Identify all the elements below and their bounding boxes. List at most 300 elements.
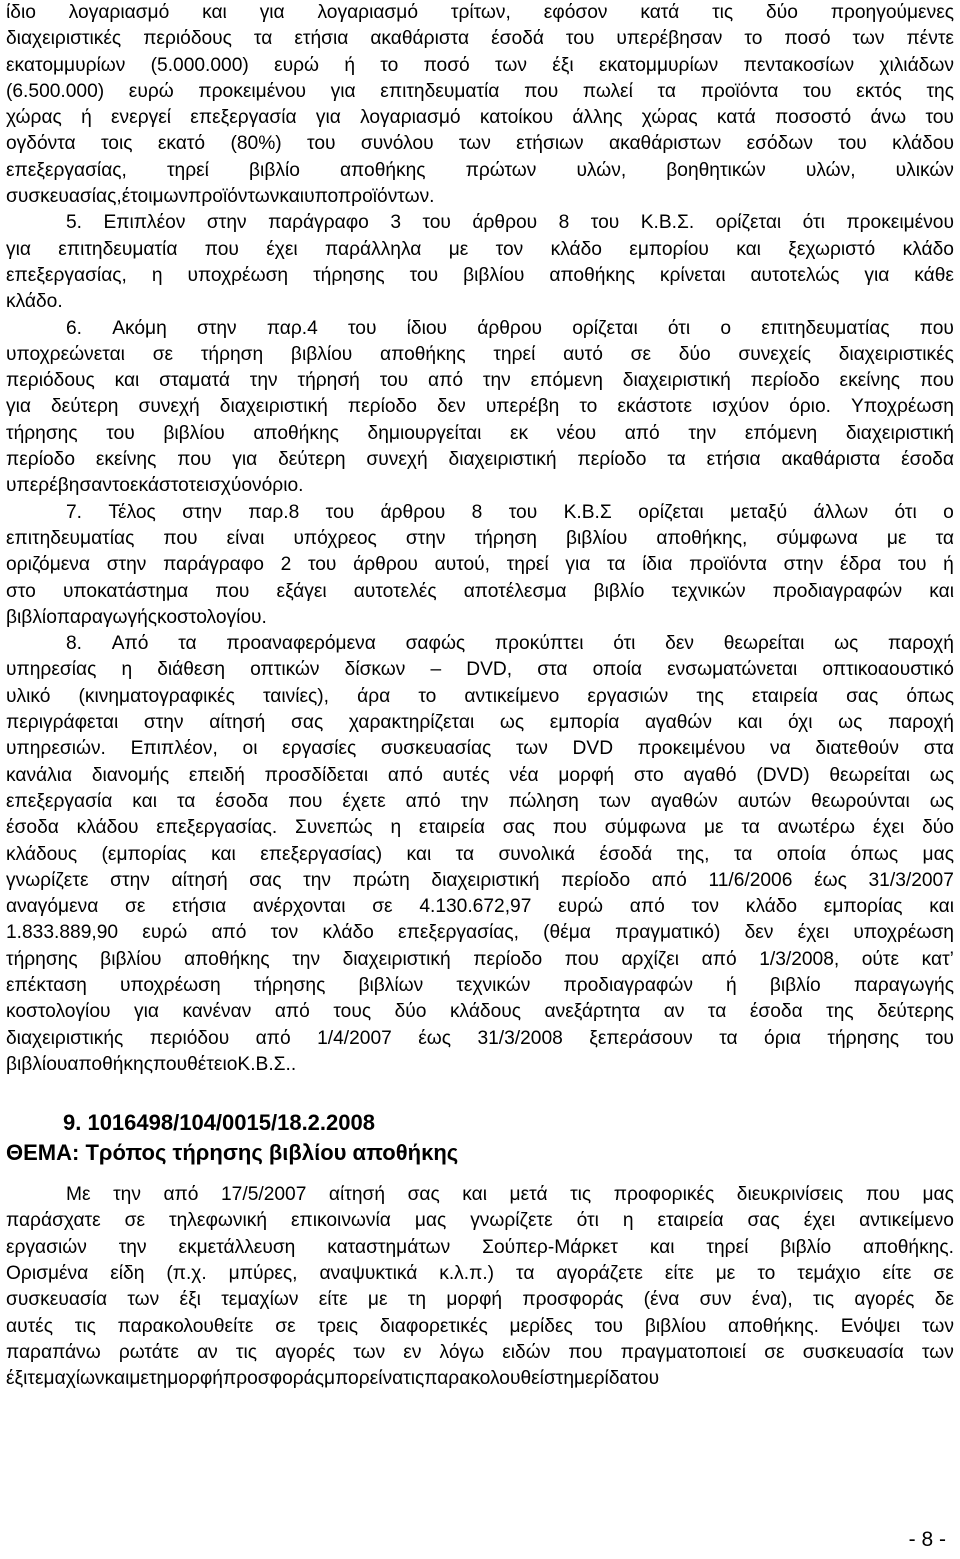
text-line [6, 763, 954, 789]
word: οπτικών [250, 659, 320, 681]
word: περιόδους [143, 28, 232, 50]
word: συσκευασία [802, 1341, 904, 1363]
word: τηρεί [166, 159, 209, 181]
text-line [6, 342, 954, 368]
word: από [274, 1001, 310, 1023]
word: αποθήκης [339, 159, 426, 181]
word: δημιουργείται [367, 422, 482, 444]
word: εκατό [157, 133, 206, 155]
word: το [757, 1263, 776, 1285]
word: τεμαχίων [27, 1368, 105, 1390]
word: (θέμα [543, 922, 591, 944]
word: ότι [802, 212, 825, 234]
word: μπύρες, [228, 1263, 298, 1285]
word: τις [235, 1341, 257, 1363]
word: του [508, 501, 538, 523]
word: από [163, 1184, 199, 1206]
word: αίτησή [328, 1184, 386, 1206]
word: ειδών [502, 1341, 551, 1363]
word: έως [814, 869, 847, 891]
text-line [6, 842, 954, 868]
word: μετά [509, 1184, 548, 1206]
word: στην [182, 501, 222, 523]
word: δεύτερη [278, 449, 346, 471]
word: συσκευασίας [380, 738, 492, 760]
word: να [770, 738, 791, 760]
word: βοηθητικών [666, 159, 766, 181]
word: ένα), [751, 1289, 793, 1311]
text-line [6, 789, 954, 815]
word: ότι [576, 1210, 599, 1232]
word: όριο. [789, 396, 831, 418]
text-line [6, 1026, 954, 1052]
word: για [330, 80, 356, 102]
word: σε [372, 896, 393, 918]
word: των [458, 133, 491, 155]
word: βιβλίο [6, 606, 57, 628]
word: ογδόντα [6, 133, 76, 155]
word: τις [712, 2, 734, 23]
word: στη [543, 1368, 575, 1390]
word: διαχειριστική [622, 370, 731, 392]
text-line [6, 605, 954, 631]
word: ο [720, 317, 732, 339]
word: έσοδα [6, 817, 59, 839]
word: και [104, 1368, 130, 1390]
word: περίοδο [6, 449, 75, 471]
word: εργασιών [6, 1236, 87, 1258]
word: υπηρεσίας [6, 659, 97, 681]
word: αποθήκης [253, 422, 339, 444]
word: εκάστοτε [129, 475, 205, 497]
word: Ορισμένα [6, 1263, 89, 1285]
word: άρθρου [477, 317, 542, 339]
word: έξι [6, 1368, 28, 1390]
word: αν [197, 1341, 218, 1363]
word: σας [407, 1184, 440, 1206]
text-line [6, 1366, 954, 1392]
word: αποθήκης, [656, 527, 748, 549]
word: που [215, 580, 250, 602]
word: έχετε [342, 790, 386, 812]
word: το [418, 685, 437, 707]
word: κ.λ.π.) [439, 1263, 495, 1285]
word: κλάδο [550, 238, 602, 260]
word: ακαθάριστων [609, 133, 722, 155]
word: οπτικοαουστικό [822, 659, 954, 681]
word: 8. [66, 633, 83, 655]
word: ευρώ [128, 80, 174, 102]
text-line [6, 53, 954, 79]
word: υποκατάστημα [62, 580, 189, 602]
word: χώρας [6, 107, 62, 129]
word: 5. [66, 212, 83, 234]
text-line [6, 263, 954, 289]
word: αποθήκης [380, 343, 466, 365]
word: τον [495, 238, 524, 260]
word: σας [502, 817, 535, 839]
word: δύο [394, 1001, 427, 1023]
word: αποθήκης [184, 948, 270, 970]
word: κλάδους [6, 843, 78, 865]
word: εκείνης [839, 370, 900, 392]
word: μας [922, 1184, 954, 1206]
word: 4.130.672,97 [419, 896, 532, 918]
word: βιβλίου [6, 1053, 68, 1075]
word: επόμενη [744, 422, 818, 444]
word: περίοδο [347, 396, 417, 418]
word: από [405, 790, 441, 812]
text-line [6, 1287, 954, 1313]
word: υπόχρεος [293, 527, 377, 549]
word: την [118, 1236, 147, 1258]
word: ως [499, 712, 525, 734]
word: συνόλου [360, 133, 434, 155]
word: τα [657, 80, 676, 102]
word: περίοδο [473, 948, 543, 970]
word: γνωρίζετε [470, 1210, 553, 1232]
word: επιτηδευματία [380, 80, 500, 102]
word: υπερέβησαν [6, 475, 112, 497]
text-line [6, 210, 954, 236]
word: έως [418, 1027, 452, 1049]
word: οποία [592, 659, 642, 681]
word: τηλεφωνική [169, 1210, 267, 1232]
word: για [864, 264, 890, 286]
word: ενεργεί [111, 107, 172, 129]
word: προσφοράς [222, 1368, 325, 1390]
word: του [565, 28, 595, 50]
word: αποθήκης [549, 264, 635, 286]
word: κανάλια [6, 764, 73, 786]
word: ανέρχονται [252, 896, 346, 918]
word: του [925, 1027, 954, 1049]
word: ίδιο [6, 2, 36, 23]
paragraph-7 [6, 500, 954, 631]
word: Επιπλέον, [130, 738, 218, 760]
word: τα [516, 1263, 535, 1285]
word: δίσκων [344, 659, 406, 681]
word: εσόδων [746, 133, 813, 155]
word: 1/4/2007 [317, 1027, 392, 1049]
word: σε [152, 343, 174, 365]
word: (εμπορίας [101, 843, 187, 865]
word: για [133, 1001, 159, 1023]
text-line [6, 0, 954, 26]
word: 1/3/2008, [759, 948, 840, 970]
word: συνεχή [366, 449, 428, 471]
word: και [114, 370, 140, 392]
word: εκ [510, 422, 529, 444]
word: αναγόμενα [6, 896, 99, 918]
word: τεχνικών [671, 580, 746, 602]
word: παράσχατε [6, 1210, 101, 1232]
word: σε [764, 1341, 785, 1363]
word: παράλληλα [325, 238, 422, 260]
word: από [255, 1027, 291, 1049]
word: τηρεί [706, 1236, 749, 1258]
word: αγορές [275, 1341, 336, 1363]
word: υποπροϊόντων. [304, 186, 435, 208]
word: του [838, 133, 867, 155]
paragraph-5 [6, 210, 954, 315]
text-line [6, 736, 954, 762]
word: τα [178, 633, 197, 655]
word: τα [607, 554, 626, 576]
word: σε [125, 896, 146, 918]
word: από [629, 896, 665, 918]
word: επέκταση [6, 974, 87, 996]
word: έσοδα [749, 1001, 803, 1023]
word: διαφορετικές [379, 1315, 488, 1337]
word: στα [537, 659, 568, 681]
word: είτε [664, 1263, 694, 1285]
word: ενσωματώνεται [667, 659, 798, 681]
word: που [552, 817, 587, 839]
word: κλάδους [449, 1001, 522, 1023]
word: το [744, 28, 763, 50]
word: ξεχωριστό [788, 238, 876, 260]
word: και [649, 1236, 675, 1258]
word: τεμαχίων [221, 1289, 299, 1311]
word: την [460, 790, 489, 812]
word: αυτών [737, 790, 792, 812]
text-line [6, 1314, 954, 1340]
word: ευρώ [142, 922, 188, 944]
word: έσοδα [215, 790, 269, 812]
word: παράγραφο [163, 554, 264, 576]
word: κατά [640, 2, 680, 23]
text-line [6, 184, 954, 210]
word: που [524, 80, 559, 102]
word: διαχειριστική [342, 948, 451, 970]
word: κατά [716, 107, 756, 129]
document-page [6, 0, 954, 1393]
word: μας [414, 1210, 447, 1232]
word: υποχρεώνεται [6, 343, 125, 365]
word: έξι [179, 1289, 201, 1311]
word: υπερέβησαν [616, 28, 723, 50]
word: μορφή [446, 1289, 503, 1311]
word: τήρησης [313, 264, 385, 286]
word: ως [834, 633, 859, 655]
word: και [462, 1184, 488, 1206]
word: κατ’ [921, 948, 954, 970]
word: από [428, 370, 464, 392]
word: η [390, 817, 402, 839]
word: αυτοτελώς [750, 264, 840, 286]
word: περίοδο [561, 869, 631, 891]
word: εκτός [856, 80, 902, 102]
word: έχει [872, 817, 905, 839]
word: εν [403, 1341, 422, 1363]
word: είναι [226, 527, 265, 549]
text-line [6, 1182, 954, 1208]
word: αυτές [442, 764, 490, 786]
word: αγαθό [683, 764, 737, 786]
word: τήρησή [297, 370, 360, 392]
word: διαχειριστικές [6, 28, 122, 50]
text-line [6, 1261, 954, 1287]
word: εφόσον [543, 2, 608, 23]
word: του [379, 370, 409, 392]
word: βιβλίο [249, 159, 300, 181]
word: την [303, 869, 331, 891]
word: επεξεργασίας, [6, 159, 127, 181]
word: ετήσια [706, 449, 761, 471]
word: οποία [776, 843, 827, 865]
word: Συνεπώς [294, 817, 373, 839]
word: παρ.4 [266, 317, 318, 339]
word: τα [455, 843, 475, 865]
word: επεξεργασίας) [260, 843, 383, 865]
word: το [380, 54, 399, 76]
word: του [409, 264, 439, 286]
word: προηγούμενες [830, 2, 954, 23]
word: προκειμένου [198, 80, 307, 102]
word: όρια [764, 1027, 801, 1049]
word: των [353, 1341, 386, 1363]
word: προσδίδεται [264, 764, 369, 786]
word: πραγματικό) [615, 922, 721, 944]
word: για [565, 554, 591, 576]
word: εργασιών [587, 685, 669, 707]
word: που [177, 449, 212, 471]
word: έχει [266, 238, 298, 260]
word: υπηρεσιών. [6, 738, 106, 760]
word: έχει [797, 922, 830, 944]
word: δε [934, 1289, 954, 1311]
word: παρ.8 [248, 501, 300, 523]
word: τη [148, 1368, 168, 1390]
word: τήρησης [6, 422, 78, 444]
word: βιβλίων [358, 974, 424, 996]
word: και [929, 580, 954, 602]
word: σας [249, 869, 282, 891]
word: υποχρέωση [853, 922, 954, 944]
word: υπερέβη [485, 396, 560, 418]
word: προαναφερόμενα [226, 633, 376, 655]
text-line [6, 500, 954, 526]
word: πέντε [906, 28, 954, 50]
word: σε [124, 1210, 146, 1232]
word: η [121, 659, 133, 681]
word: που [204, 238, 239, 260]
paragraph-continuation [6, 0, 954, 210]
word: γνωρίζετε [6, 869, 89, 891]
word: διευκρινίσεις [736, 1184, 844, 1206]
word: όπως [850, 843, 899, 865]
word: άνω [870, 107, 907, 129]
text-line [6, 1208, 954, 1234]
word: παραγωγής [56, 606, 158, 628]
word: 6. [66, 317, 83, 339]
word: βιβλίο [593, 580, 645, 602]
word: και [736, 238, 761, 260]
word: των [852, 28, 885, 50]
word: μορφή [558, 764, 615, 786]
word: κλάδο [322, 922, 374, 944]
word: δύο [766, 2, 798, 23]
word: (κινηματογραφικές [78, 685, 235, 707]
word: διαχειριστικής [6, 1027, 124, 1049]
word: αρχίζει [621, 948, 680, 970]
word: (80%) [230, 133, 282, 155]
word: πρώτων [465, 159, 537, 181]
word: τον [270, 922, 299, 944]
word: υλών, [805, 159, 856, 181]
word: υλικό [6, 685, 51, 707]
word: βιβλίου [565, 527, 628, 549]
word: ταινίες), [262, 685, 329, 707]
word: και [737, 712, 763, 734]
word: στην [196, 317, 237, 339]
word: Επιπλέον [103, 212, 186, 234]
word: (6.500.000) [6, 80, 105, 102]
word: μπορεί [324, 1368, 383, 1390]
word: του [106, 422, 135, 444]
word: τα [176, 790, 196, 812]
text-line [6, 473, 954, 499]
text-line [6, 526, 954, 552]
word: των [127, 1289, 160, 1311]
word: προκειμένου [846, 212, 954, 234]
word: (ένα [643, 1289, 680, 1311]
page-number: - 8 - [908, 1528, 946, 1551]
word: κλάδο [902, 238, 954, 260]
paragraph-8 [6, 631, 954, 1078]
word: ποσό [423, 54, 470, 76]
word: με [715, 1263, 736, 1285]
word: έτοιμων [121, 186, 189, 208]
word: επιτηδευματίας [761, 317, 890, 339]
word: άρθρου [472, 212, 538, 234]
word: που [919, 317, 954, 339]
word: βιβλίου [100, 948, 162, 970]
word: διατεθούν [815, 738, 900, 760]
word: DVD [572, 738, 614, 760]
word: διαχειριστική [431, 869, 540, 891]
word: εκάστοτε [617, 396, 693, 418]
word: (π.χ. [166, 1263, 207, 1285]
word: άρθρου [353, 554, 418, 576]
word: ότι [667, 317, 691, 339]
word: χαρακτηρίζεται [348, 712, 475, 734]
word: τρεις [317, 1315, 359, 1337]
word: διαχειριστική [448, 449, 557, 471]
word: εμπορίου [629, 238, 709, 260]
word: στην [106, 554, 147, 576]
word: 17/5/2007 [221, 1184, 307, 1206]
word: κάθε [914, 264, 954, 286]
word: παράγραφο [268, 212, 369, 234]
word: επεξεργασίας. [156, 817, 278, 839]
word: παροχή [888, 712, 954, 734]
text-line [6, 1340, 954, 1366]
word: εκατομμυρίων [598, 54, 719, 76]
word: πρώτη [352, 869, 410, 891]
text-line [6, 421, 954, 447]
word: επόμενη [530, 370, 603, 392]
word: με [367, 1289, 388, 1311]
word: από [701, 948, 737, 970]
word: όριο. [261, 475, 304, 497]
word: κρίνεται [659, 264, 726, 286]
word: αγαθών [650, 790, 718, 812]
word: σταματά [159, 370, 230, 392]
word: του [590, 212, 620, 234]
text-line [6, 920, 954, 946]
